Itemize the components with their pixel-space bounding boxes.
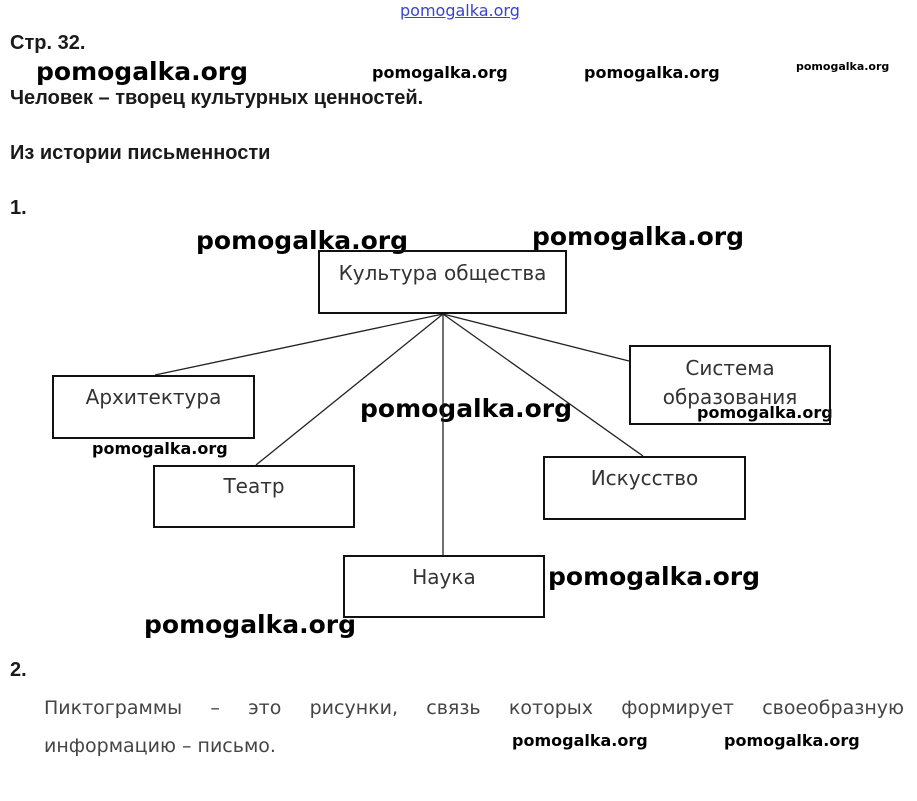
diagram-node-science: [343, 555, 545, 618]
watermark: pomogalka.org: [584, 63, 720, 82]
watermark: pomogalka.org: [697, 403, 833, 422]
section-subtitle: Из истории письменности: [10, 142, 271, 164]
diagram-node-education: [629, 345, 831, 425]
watermark: pomogalka.org: [196, 226, 409, 255]
watermark: pomogalka.org: [36, 57, 249, 86]
root-node-label: Культура общества: [338, 261, 547, 285]
page-reference: Стр. 32.: [10, 32, 86, 54]
connector-architecture: [155, 314, 443, 375]
watermark-top: pomogalka.org: [400, 1, 520, 20]
diagram-node-theatre: [153, 465, 355, 528]
node-label: Искусство: [590, 466, 699, 490]
connector-art: [443, 314, 643, 456]
task-2-text-line-2: информацию – письмо.: [44, 735, 276, 757]
task-2-number: 2.: [10, 659, 27, 681]
node-label: Наука: [412, 565, 476, 589]
watermark: pomogalka.org: [372, 63, 508, 82]
watermark: pomogalka.org: [724, 731, 860, 750]
connector-theatre: [256, 314, 443, 465]
task-2-text-line-1: Пиктограммы – это рисунки, связь которых формирует своеобразную: [44, 697, 904, 719]
watermark: pomogalka.org: [532, 222, 745, 251]
watermark: pomogalka.org: [144, 610, 357, 639]
watermark: pomogalka.org: [548, 562, 761, 591]
diagram-node-art: [543, 456, 746, 520]
diagram-node-architecture: [52, 375, 255, 439]
node-label: Система образования: [662, 356, 798, 409]
watermark: pomogalka.org: [796, 60, 890, 73]
connector-education: [443, 314, 629, 361]
node-label: Театр: [223, 474, 285, 498]
watermark: pomogalka.org: [360, 394, 573, 423]
diagram-root-node: [318, 250, 567, 314]
watermark: pomogalka.org: [92, 439, 228, 458]
node-label: Архитектура: [85, 385, 222, 409]
watermark: pomogalka.org: [512, 731, 648, 750]
page-title: Человек – творец культурных ценностей.: [10, 87, 424, 109]
task-1-number: 1.: [10, 197, 27, 219]
